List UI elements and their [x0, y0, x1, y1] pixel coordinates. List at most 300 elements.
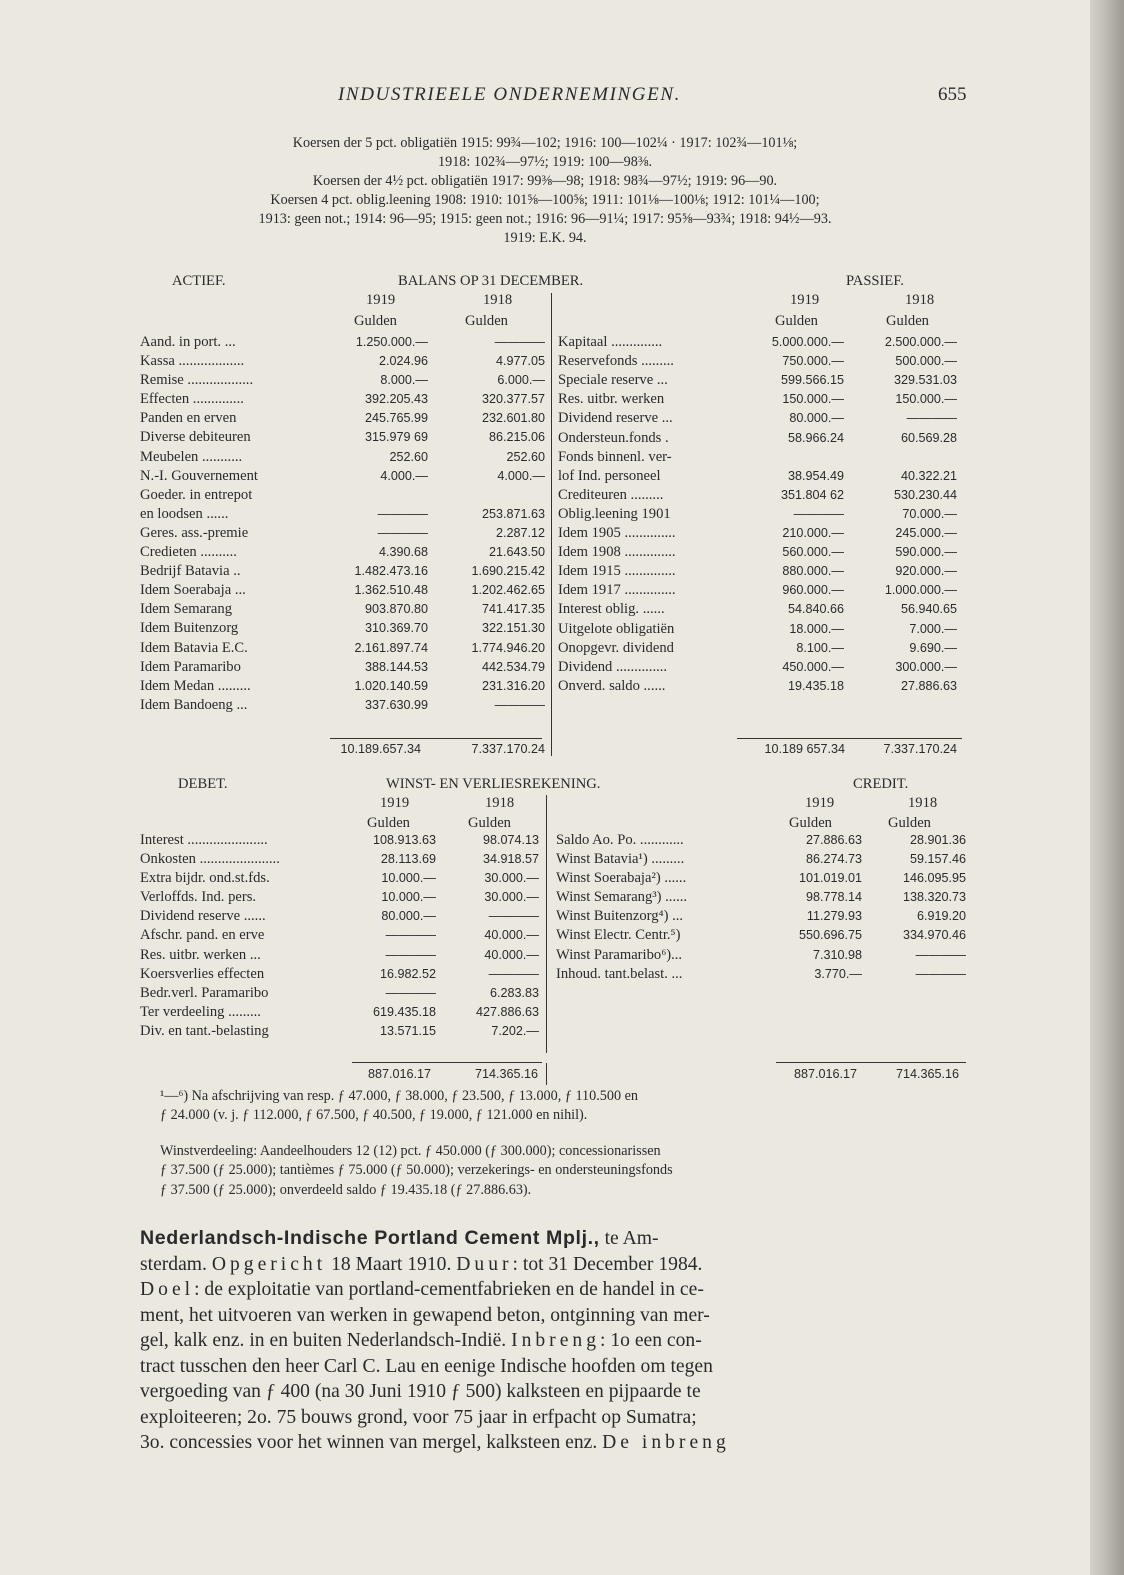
value-1919: ———— — [793, 506, 844, 521]
table-row — [556, 926, 966, 945]
table-row — [558, 352, 957, 371]
table-row — [140, 390, 545, 409]
value-1918: 920.000.— — [895, 564, 957, 579]
row-label: Verloffds. Ind. pers. — [140, 889, 257, 906]
table-row — [558, 543, 957, 562]
value-1919: 58.966.24 — [787, 430, 844, 445]
row-label: Extra bijdr. ond.st.fds. — [140, 870, 270, 887]
liabilities-table — [558, 314, 957, 696]
table-row — [558, 524, 957, 543]
unit-header: Gulden — [775, 313, 818, 329]
value-1919 — [748, 448, 844, 467]
value-1919: 960.000.— — [782, 583, 844, 598]
doel-label: Doel — [140, 1279, 195, 1300]
company-text: : de exploitatie van portland-cementfabrieken en de handel in ce- — [194, 1279, 704, 1300]
table-row — [140, 543, 545, 562]
value-1918: 442.534.79 — [481, 659, 545, 674]
row-label: Onkosten ...................... — [140, 851, 280, 868]
value-1919: 98.778.14 — [805, 890, 862, 905]
table-row — [558, 429, 957, 448]
value-1919: 28.113.69 — [380, 852, 436, 867]
winstverdeeling-line: Winstverdeeling: Aandeelhouders 12 (12) pct. ƒ 450.000 (ƒ 300.000); concessionarissen — [160, 1143, 661, 1159]
value-1919: 450.000.— — [782, 659, 844, 674]
value-1918: 40.000.— — [484, 928, 539, 943]
value-1918: 2.500.000.— — [884, 335, 957, 350]
quote-line: Koersen 4 pct. oblig.leening 1908: 1910: 101⅝—100⅝; 1911: 101⅛—100⅛; 1912: 101¼—100; — [270, 192, 820, 208]
table-row — [140, 1022, 539, 1041]
table-row — [140, 600, 545, 619]
value-1918: ———— — [494, 697, 545, 712]
value-1919: 1.250.000.— — [355, 335, 428, 349]
table-row — [558, 314, 957, 333]
row-label: Winst Semarang³) ...... — [556, 889, 688, 906]
pl-title: WINST- EN VERLIESREKENING. — [386, 776, 601, 792]
value-1918: 334.970.46 — [902, 928, 966, 943]
row-label: Dividend reserve ...... — [140, 908, 266, 925]
table-row — [558, 505, 957, 524]
value-1918: 2.287.12 — [495, 525, 545, 540]
table-row — [140, 371, 545, 390]
value-1918: 322.151.30 — [481, 621, 545, 636]
debit-total-1919: 887.016.17 — [367, 1067, 431, 1081]
table-row — [556, 946, 966, 965]
row-label: Idem 1917 .............. — [558, 582, 676, 599]
unit-header: Gulden — [367, 815, 410, 831]
value-1919: 150.000.— — [782, 392, 844, 407]
row-label: Idem Batavia E.C. — [140, 639, 248, 656]
quote-line: 1918: 102¾—97½; 1919: 100—98⅜. — [438, 154, 652, 170]
value-1918: 70.000.— — [902, 506, 957, 521]
row-label: Geres. ass.-premie — [140, 524, 249, 541]
table-row — [140, 696, 545, 715]
value-1919: 11.279.93 — [806, 909, 862, 924]
row-label: Kapitaal .............. — [558, 334, 663, 351]
value-1918: 9.690.— — [909, 640, 957, 655]
value-1919: ———— — [377, 525, 428, 540]
duur-label: Duur — [456, 1253, 513, 1275]
row-label: Fonds binnenl. ver- — [558, 448, 672, 465]
passief-heading: PASSIEF. — [846, 273, 904, 289]
value-1919: 8.100.— — [796, 640, 844, 655]
row-label: Interest oblig. ...... — [558, 601, 665, 618]
row-label: Idem Soerabaja ... — [140, 582, 246, 599]
table-row — [140, 467, 545, 486]
row-label: Winst Soerabaja²) ...... — [556, 870, 687, 887]
row-label — [558, 314, 748, 333]
year-header: 1919 — [790, 292, 820, 308]
unit-header: Gulden — [886, 313, 929, 329]
de-inbreng-label: De inbreng — [602, 1432, 730, 1453]
value-1919: 245.765.99 — [364, 411, 428, 426]
footnote — [160, 1087, 638, 1126]
row-label: Oblig.leening 1901 — [558, 505, 671, 522]
value-1918 — [428, 486, 545, 505]
row-label: Meubelen ........... — [140, 448, 243, 465]
company-text: exploiteeren; 2o. 75 bouws grond, voor 75 jaar in erfpacht op Sumatra; — [140, 1406, 697, 1428]
quote-line: 1913: geen not.; 1914: 96—95; 1915: geen not.; 1916: 96—91¼; 1917: 95⅝—93¾; 1918: 94½—93. — [258, 211, 832, 227]
table-row — [558, 390, 957, 409]
table-row — [558, 600, 957, 619]
value-1918: 590.000.— — [895, 545, 957, 560]
row-label: lof Ind. personeel — [558, 467, 661, 484]
row-label: Onopgevr. dividend — [558, 639, 674, 656]
table-row — [140, 562, 545, 581]
value-1919: 18.000.— — [789, 621, 844, 636]
value-1918: ———— — [488, 966, 539, 981]
value-1919: 19.435.18 — [787, 678, 844, 693]
company-text: ment, het uitvoeren van werken in gewapend beton, ontginning van mer- — [140, 1304, 710, 1326]
opgericht-label: Opgericht — [211, 1253, 327, 1275]
table-row — [140, 524, 545, 543]
table-row — [140, 869, 539, 888]
total-rule — [737, 738, 962, 739]
row-label: Ondersteun.fonds . — [558, 429, 669, 446]
value-1918: 245.000.— — [895, 526, 957, 541]
value-1919: 599.566.15 — [780, 373, 844, 388]
row-label: Idem Semarang — [140, 601, 232, 618]
value-1919: 5.000.000.— — [771, 335, 844, 350]
credit-heading: CREDIT. — [853, 776, 909, 792]
unit-header: Gulden — [789, 815, 832, 831]
value-1919: 560.000.— — [782, 545, 844, 560]
value-1918: ———— — [494, 335, 545, 349]
unit-header: Gulden — [354, 313, 397, 329]
actief-heading: ACTIEF. — [172, 273, 226, 289]
value-1918: 300.000.— — [895, 659, 957, 674]
value-1918: 34.918.57 — [482, 852, 539, 867]
value-1919: 392.205.43 — [364, 392, 428, 407]
value-1919: 351.804 62 — [780, 487, 844, 502]
assets-total-1918: 7.337.170.24 — [471, 742, 545, 756]
value-1918: 7.000.— — [909, 621, 957, 636]
table-row — [556, 869, 966, 888]
value-1918: 1.000.000.— — [884, 583, 957, 598]
company-text: vergoeding van ƒ 400 (na 30 Juni 1910 ƒ 500) kalksteen en pijpaarde te — [140, 1381, 701, 1402]
row-label: Crediteuren ......... — [558, 486, 664, 503]
value-1919: ———— — [377, 506, 428, 521]
table-row — [140, 333, 545, 352]
table-row — [558, 409, 957, 428]
table-row — [140, 486, 545, 505]
row-label: Uitgelote obligatiën — [558, 620, 675, 637]
row-label: Bedrijf Batavia .. — [140, 563, 241, 580]
value-1919: ———— — [385, 928, 436, 943]
debit-total-1918: 714.365.16 — [474, 1067, 538, 1081]
table-row — [558, 562, 957, 581]
value-1919: 108.913.63 — [372, 833, 436, 847]
row-label: Panden en erven — [140, 410, 237, 427]
row-label: en loodsen ...... — [140, 505, 229, 522]
table-row — [140, 907, 539, 926]
value-1919: 7.310.98 — [812, 947, 862, 962]
value-1918: ———— — [915, 947, 966, 962]
winstverdeeling — [160, 1142, 673, 1200]
value-1918: 40.000.— — [484, 947, 539, 962]
value-1919: 880.000.— — [782, 564, 844, 579]
value-1918: 6.283.83 — [489, 985, 539, 1000]
value-1919: 10.000.— — [381, 890, 436, 905]
row-label: Idem Medan ......... — [140, 677, 251, 694]
value-1918: 60.569.28 — [900, 430, 957, 445]
value-1918: 329.531.03 — [893, 373, 957, 388]
value-1918: 6.000.— — [497, 373, 545, 388]
value-1918: 150.000.— — [895, 392, 957, 407]
value-1919: 310.369.70 — [364, 621, 428, 636]
table-row — [140, 409, 545, 428]
year-header: 1918 — [485, 795, 515, 811]
table-row — [556, 831, 966, 850]
row-label: Idem Buitenzorg — [140, 620, 239, 637]
value-1918: 28.901.36 — [909, 833, 966, 847]
table-row — [558, 333, 957, 352]
value-1918 — [844, 314, 957, 333]
table-row — [140, 448, 545, 467]
unit-header: Gulden — [465, 313, 508, 329]
value-1919: 10.000.— — [381, 871, 436, 886]
table-row — [556, 888, 966, 907]
company-name: Nederlandsch-Indische Portland Cement Mplj., — [140, 1227, 600, 1249]
year-header: 1918 — [905, 292, 935, 308]
table-row — [140, 888, 539, 907]
credit-table — [556, 831, 966, 984]
value-1918: 320.377.57 — [481, 392, 545, 407]
year-header: 1918 — [483, 292, 513, 308]
quote-line: Koersen der 5 pct. obligatiën 1915: 99¾—102; 1916: 100—102¼ · 1917: 102¾—101⅛; — [292, 135, 798, 151]
value-1918: 146.095.95 — [902, 871, 966, 886]
value-1919: 2.161.897.74 — [354, 640, 428, 655]
value-1918: ———— — [906, 411, 957, 426]
value-1918: 56.940.65 — [900, 602, 957, 617]
row-label: Idem 1905 .............. — [558, 525, 676, 542]
table-row — [558, 467, 957, 486]
row-label: Idem 1915 .............. — [558, 563, 676, 580]
company-text: te Am- — [599, 1228, 659, 1249]
value-1919: 2.024.96 — [378, 354, 428, 369]
year-header: 1919 — [805, 795, 835, 811]
row-label: Dividend .............. — [558, 658, 668, 675]
row-label: Dividend reserve ... — [558, 410, 673, 427]
value-1918: 27.886.63 — [900, 678, 957, 693]
company-text: : 1o een con- — [600, 1330, 702, 1351]
row-label: Idem Paramaribo — [140, 658, 241, 675]
value-1918: 40.322.21 — [900, 468, 957, 483]
value-1918: 253.871.63 — [481, 506, 545, 521]
value-1918: 6.919.20 — [916, 909, 966, 924]
total-rule — [330, 738, 542, 739]
value-1918: 59.157.46 — [909, 852, 966, 867]
row-label: Reservefonds ......... — [558, 353, 674, 370]
value-1919: 750.000.— — [782, 354, 844, 369]
value-1919: 903.870.80 — [364, 602, 428, 617]
table-row — [140, 619, 545, 638]
inbreng-label: Inbreng — [511, 1330, 600, 1351]
row-label: Bedr.verl. Paramaribo — [140, 984, 269, 1001]
column-rule — [551, 734, 552, 756]
column-rule — [546, 795, 547, 1053]
value-1919: ———— — [385, 947, 436, 962]
value-1919 — [748, 314, 844, 333]
debet-heading: DEBET. — [178, 776, 228, 792]
row-label: Div. en tant.-belasting — [140, 1022, 269, 1039]
value-1919: 101.019.01 — [798, 871, 862, 886]
value-1918: 4.977.05 — [495, 354, 545, 369]
row-label: Ter verdeeling ......... — [140, 1003, 261, 1020]
value-1919: 54.840.66 — [787, 602, 844, 617]
value-1919: 16.982.52 — [379, 966, 436, 981]
table-row — [558, 371, 957, 390]
table-row — [140, 850, 539, 869]
row-label: Saldo Ao. Po. ............ — [556, 832, 684, 848]
row-label: Effecten .............. — [140, 391, 244, 408]
table-row — [140, 946, 539, 965]
winstverdeeling-line: ƒ 37.500 (ƒ 25.000); tantièmes ƒ 75.000 (ƒ 50.000); verzekerings- en ondersteuningsfonds — [160, 1162, 673, 1179]
value-1919: 4.390.68 — [378, 545, 428, 560]
value-1919: 27.886.63 — [805, 833, 862, 847]
table-row — [558, 486, 957, 505]
credit-total-1919: 887.016.17 — [793, 1067, 857, 1081]
column-rule — [546, 1063, 547, 1085]
row-label: Goeder. in entrepot — [140, 486, 253, 503]
table-row — [140, 926, 539, 945]
footnote-line: ƒ 24.000 (v. j. ƒ 112.000, ƒ 67.500, ƒ 40.500, ƒ 19.000, ƒ 121.000 en nihil). — [160, 1107, 588, 1124]
value-1919: ———— — [385, 985, 436, 1000]
value-1919: 619.435.18 — [372, 1004, 436, 1019]
value-1919: 80.000.— — [789, 411, 844, 426]
value-1918: 30.000.— — [484, 871, 539, 886]
value-1919: 3.770.— — [814, 966, 862, 981]
value-1919 — [321, 486, 428, 505]
value-1918: 1.202.462.65 — [471, 583, 545, 598]
table-row — [140, 428, 545, 447]
value-1918 — [844, 448, 957, 467]
row-label: Afschr. pand. en erve — [140, 927, 265, 944]
value-1919: 80.000.— — [381, 909, 436, 924]
table-row — [140, 1003, 539, 1022]
table-row — [140, 581, 545, 600]
row-label: Remise .................. — [140, 372, 254, 389]
running-head: INDUSTRIEELE ONDERNEMINGEN. — [338, 84, 681, 105]
table-row — [140, 984, 539, 1003]
row-label: Inhoud. tant.belast. ... — [556, 965, 683, 982]
value-1919: 4.000.— — [380, 468, 428, 483]
value-1918: 427.886.63 — [475, 1004, 539, 1019]
value-1918: 98.074.13 — [482, 833, 539, 847]
total-rule — [352, 1062, 542, 1063]
table-row — [558, 639, 957, 658]
year-header: 1919 — [366, 292, 396, 308]
total-rule — [776, 1062, 966, 1063]
value-1919: 13.571.15 — [379, 1023, 436, 1038]
unit-header: Gulden — [888, 815, 931, 831]
value-1919: 210.000.— — [782, 526, 844, 541]
value-1919: 315.979 69 — [364, 430, 428, 445]
row-label: Winst Electr. Centr.⁵) — [556, 927, 681, 944]
company-text: : tot 31 December 1984. — [512, 1253, 703, 1275]
table-row — [556, 850, 966, 869]
footnote-line: ¹—⁶) Na afschrijving van resp. ƒ 47.000, ƒ 38.000, ƒ 23.500, ƒ 13.000, ƒ 110.500 en — [160, 1088, 638, 1104]
value-1918: 21.643.50 — [488, 545, 545, 560]
table-row — [140, 352, 545, 371]
row-label: Aand. in port. ... — [140, 334, 236, 350]
value-1918: 138.320.73 — [902, 890, 966, 905]
column-rule — [551, 293, 552, 734]
debit-table — [140, 831, 539, 1041]
company-text: 18 Maart 1910. — [326, 1253, 457, 1275]
value-1918: 530.230.44 — [893, 487, 957, 502]
value-1918: ———— — [915, 966, 966, 981]
company-text: tract tusschen den heer Carl C. Lau en eenige Indische hoofden om tegen — [140, 1355, 713, 1377]
table-row — [558, 658, 957, 677]
company-text: sterdam. — [140, 1253, 212, 1275]
value-1919: 1.020.140.59 — [354, 678, 428, 693]
value-1918: 252.60 — [506, 449, 545, 464]
value-1918: 7.202.— — [491, 1023, 539, 1038]
assets-table — [140, 333, 545, 715]
table-row — [558, 677, 957, 696]
row-label: Onverd. saldo ...... — [558, 677, 666, 694]
value-1918: 1.774.946.20 — [471, 640, 545, 655]
year-header: 1918 — [908, 795, 938, 811]
page-edge — [1090, 0, 1124, 1575]
row-label: N.-I. Gouvernement — [140, 467, 258, 484]
unit-header: Gulden — [468, 815, 511, 831]
table-row — [558, 620, 957, 639]
table-row — [556, 907, 966, 926]
table-row — [556, 965, 966, 984]
row-label: Diverse debiteuren — [140, 429, 251, 446]
table-row — [140, 677, 545, 696]
value-1919: 8.000.— — [380, 373, 428, 388]
winstverdeeling-line: ƒ 37.500 (ƒ 25.000); onverdeeld saldo ƒ 19.435.18 (ƒ 27.886.63). — [160, 1181, 532, 1198]
value-1918: 231.316.20 — [481, 678, 545, 693]
quote-line: 1919: E.K. 94. — [503, 230, 587, 246]
value-1918: 232.601.80 — [481, 411, 545, 426]
row-label: Speciale reserve ... — [558, 372, 668, 389]
quote-line: Koersen der 4½ pct. obligatiën 1917: 99⅜—98; 1918: 98¾—97½; 1919: 96—90. — [312, 173, 778, 189]
value-1918: 86.215.06 — [488, 430, 545, 445]
row-label: Kassa .................. — [140, 353, 245, 370]
company-entry — [140, 1226, 975, 1456]
company-text: gel, kalk enz. in en buiten Nederlandsch-Indië. — [140, 1330, 512, 1351]
assets-total-1919: 10.189.657.34 — [340, 742, 421, 756]
value-1918: 4.000.— — [497, 468, 545, 483]
value-1919: 388.144.53 — [364, 659, 428, 674]
value-1919: 38.954.49 — [787, 468, 844, 483]
table-row — [558, 581, 957, 600]
row-label: Res. uitbr. werken ... — [140, 946, 261, 963]
value-1919: 252.60 — [389, 449, 428, 464]
row-label: Winst Paramaribo⁶)... — [556, 946, 683, 963]
row-label: Idem 1908 .............. — [558, 544, 676, 561]
table-row — [140, 965, 539, 984]
value-1919: 550.696.75 — [798, 928, 862, 943]
value-1919: 1.362.510.48 — [354, 583, 428, 598]
row-label: Winst Batavia¹) ......... — [556, 851, 685, 868]
value-1918: 500.000.— — [895, 354, 957, 369]
row-label: Koersverlies effecten — [140, 965, 265, 982]
table-row — [140, 831, 539, 850]
credit-total-1918: 714.365.16 — [895, 1067, 959, 1081]
row-label: Credieten .......... — [140, 544, 237, 561]
liabilities-total-1919: 10.189 657.34 — [764, 742, 845, 756]
balance-title: BALANS OP 31 DECEMBER. — [398, 273, 584, 289]
table-row — [140, 505, 545, 524]
row-label: Interest ...................... — [140, 832, 268, 848]
value-1918: 30.000.— — [484, 890, 539, 905]
value-1918: ———— — [488, 909, 539, 924]
row-label: Res. uitbr. werken — [558, 391, 665, 408]
liabilities-total-1918: 7.337.170.24 — [883, 742, 957, 756]
